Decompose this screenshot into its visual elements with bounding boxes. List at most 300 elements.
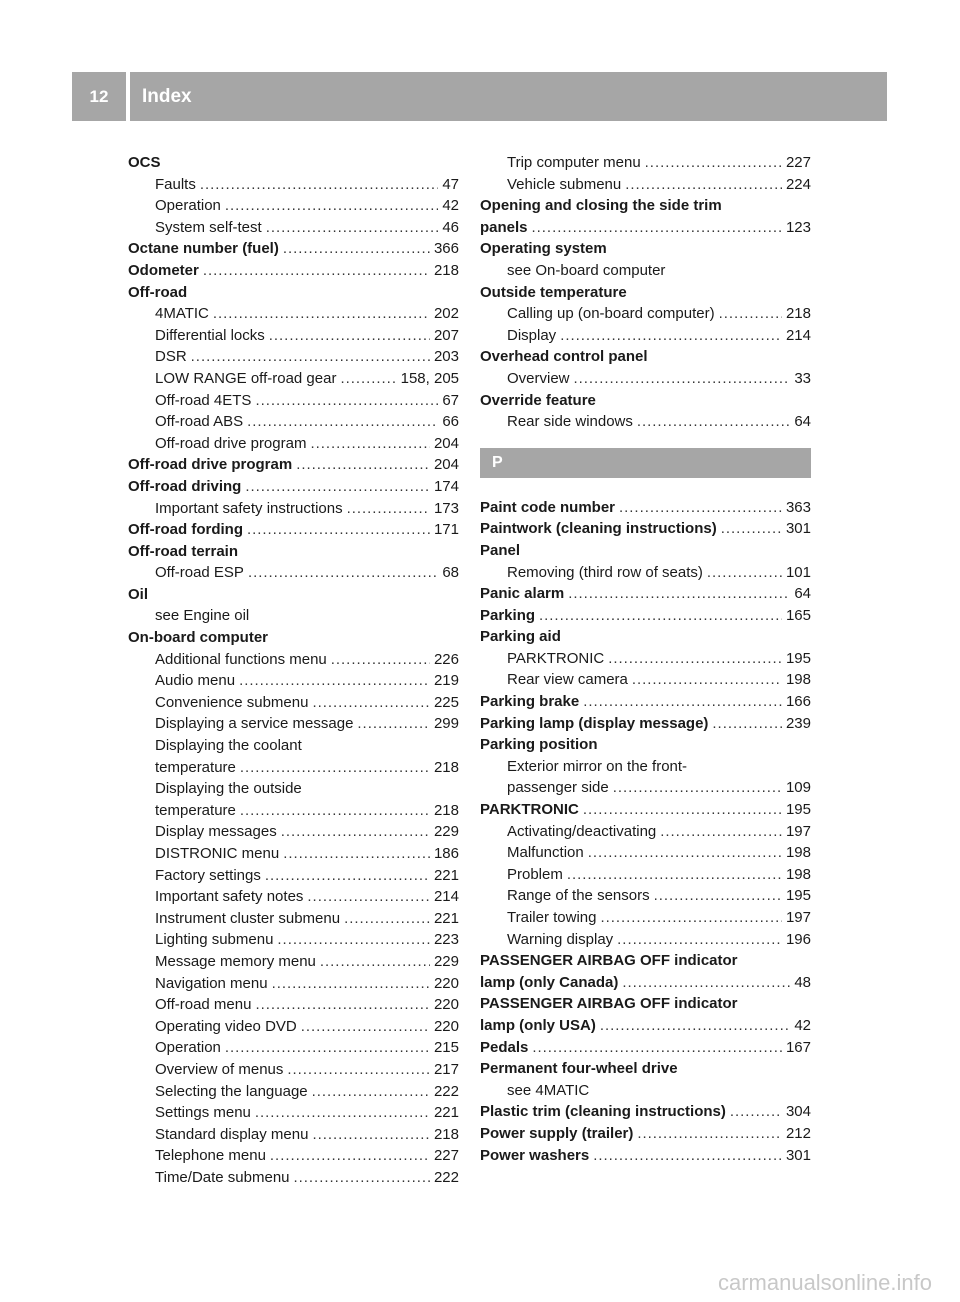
index-entry[interactable] bbox=[480, 691, 811, 713]
page-reference[interactable]: 218 bbox=[433, 801, 459, 819]
entry-term: Paint code number bbox=[480, 498, 616, 516]
page-reference[interactable]: 33 bbox=[794, 369, 811, 387]
index-subentry[interactable] bbox=[128, 886, 459, 908]
index-entry bbox=[480, 734, 811, 756]
page-reference[interactable]: 222 bbox=[433, 1168, 459, 1186]
index-subentry[interactable] bbox=[128, 174, 459, 196]
dot-leader bbox=[283, 238, 430, 260]
entry-term: Opening and closing the side trim bbox=[480, 197, 722, 215]
page-reference[interactable]: 239 bbox=[785, 714, 811, 732]
entry-term: lamp (only USA) bbox=[480, 1016, 596, 1034]
index-subentry[interactable] bbox=[480, 303, 811, 325]
dot-leader bbox=[240, 757, 430, 779]
entry-term: OCS bbox=[128, 154, 161, 171]
dot-leader bbox=[654, 885, 782, 907]
index-entry bbox=[128, 584, 459, 606]
entry-term: see 4MATIC bbox=[507, 1081, 590, 1099]
entry-term: Audio menu bbox=[155, 672, 236, 690]
entry-term: PASSENGER AIRBAG OFF indicator bbox=[480, 952, 738, 970]
page-reference[interactable]: 197 bbox=[785, 909, 811, 926]
dot-leader bbox=[269, 325, 430, 347]
index-entry[interactable] bbox=[480, 972, 811, 994]
index-subentry[interactable] bbox=[128, 865, 459, 887]
page-reference[interactable]: 301 bbox=[785, 520, 811, 538]
dot-leader bbox=[294, 1167, 430, 1189]
dot-leader bbox=[347, 498, 430, 520]
entry-term: Panel bbox=[480, 541, 521, 559]
entry-term: Display messages bbox=[155, 823, 277, 841]
page-reference[interactable]: 204 bbox=[433, 456, 459, 474]
index-entry[interactable] bbox=[128, 260, 459, 282]
page-reference[interactable]: 218 bbox=[433, 1125, 459, 1143]
page-reference[interactable]: 42 bbox=[794, 1016, 811, 1034]
index-entry bbox=[480, 390, 811, 412]
dot-leader bbox=[312, 1124, 430, 1146]
page-reference[interactable]: 218 bbox=[433, 758, 459, 776]
dot-leader bbox=[600, 907, 781, 929]
page-reference[interactable]: 301 bbox=[785, 1146, 811, 1164]
index-subentry[interactable] bbox=[128, 195, 459, 217]
page-reference[interactable]: 223 bbox=[433, 931, 459, 949]
entry-term: PARKTRONIC bbox=[480, 801, 579, 819]
dot-leader bbox=[532, 1037, 782, 1059]
index-entry[interactable] bbox=[480, 1123, 811, 1145]
index-subentry[interactable] bbox=[128, 325, 459, 347]
entry-term: Additional functions menu bbox=[155, 650, 327, 668]
dot-leader bbox=[730, 1101, 782, 1123]
page-reference[interactable]: 207 bbox=[433, 326, 459, 344]
index-subentry[interactable] bbox=[480, 821, 811, 843]
entry-term: Pedals bbox=[480, 1038, 529, 1056]
dot-leader bbox=[340, 368, 396, 390]
dot-leader bbox=[200, 174, 438, 196]
page-header bbox=[72, 72, 887, 121]
index-subentry[interactable] bbox=[128, 1145, 459, 1167]
dot-leader bbox=[225, 195, 438, 217]
dot-leader bbox=[613, 777, 782, 799]
entry-term: Calling up (on-board computer) bbox=[507, 305, 715, 323]
page-reference[interactable]: 198 bbox=[785, 844, 811, 862]
entry-term: Operation bbox=[155, 1039, 221, 1057]
entry-term: see On-board computer bbox=[507, 261, 666, 279]
index-subentry bbox=[480, 1080, 811, 1102]
entry-term: Off-road drive program bbox=[128, 456, 293, 474]
page-reference[interactable]: 220 bbox=[433, 996, 459, 1014]
dot-leader bbox=[213, 303, 430, 325]
entry-term: Factory settings bbox=[155, 866, 261, 884]
dot-leader bbox=[588, 842, 782, 864]
page-reference[interactable]: 166 bbox=[785, 693, 811, 711]
index-entry bbox=[480, 195, 811, 217]
entry-term: Overview of menus bbox=[155, 1060, 284, 1078]
dot-leader bbox=[283, 843, 430, 865]
entry-term: PARKTRONIC bbox=[507, 649, 605, 667]
dot-leader bbox=[600, 1015, 790, 1037]
index-entry[interactable] bbox=[480, 713, 811, 735]
page-reference[interactable]: 225 bbox=[433, 693, 459, 711]
dot-leader bbox=[532, 217, 782, 239]
entry-term: Panic alarm bbox=[480, 585, 565, 603]
entry-term: Selecting the language bbox=[155, 1082, 308, 1100]
index-subentry[interactable] bbox=[128, 649, 459, 671]
entry-term: Trip computer menu bbox=[507, 154, 641, 171]
dot-leader bbox=[539, 605, 782, 627]
dot-leader bbox=[568, 583, 790, 605]
dot-leader bbox=[296, 454, 430, 476]
dot-leader bbox=[583, 691, 782, 713]
entry-term: see Engine oil bbox=[155, 607, 250, 625]
page-reference[interactable]: 196 bbox=[785, 930, 811, 948]
dot-leader bbox=[247, 411, 438, 433]
index-column-right bbox=[480, 152, 811, 1166]
entry-term: Important safety notes bbox=[155, 888, 304, 906]
index-entry bbox=[480, 993, 811, 1015]
index-subentry[interactable] bbox=[128, 951, 459, 973]
dot-leader bbox=[583, 799, 782, 821]
page-reference[interactable]: 67 bbox=[442, 391, 459, 409]
index-subentry[interactable] bbox=[480, 929, 811, 951]
index-entry[interactable] bbox=[480, 605, 811, 627]
page-reference[interactable]: 221 bbox=[433, 1104, 459, 1122]
dot-leader bbox=[265, 865, 430, 887]
index-entry[interactable] bbox=[128, 519, 459, 541]
entry-term: Displaying the coolant bbox=[155, 737, 302, 755]
dot-leader bbox=[310, 433, 430, 455]
index-subentry[interactable] bbox=[128, 821, 459, 843]
page-reference[interactable]: 219 bbox=[433, 672, 459, 690]
page-reference[interactable]: 220 bbox=[433, 974, 459, 992]
index-subentry[interactable] bbox=[128, 1037, 459, 1059]
entry-term: Exterior mirror on the front- bbox=[507, 757, 688, 775]
entry-term: Overhead control panel bbox=[480, 348, 648, 366]
index-subentry[interactable] bbox=[480, 411, 811, 433]
dot-leader bbox=[287, 1059, 430, 1081]
index-entry bbox=[128, 627, 459, 649]
dot-leader bbox=[637, 411, 790, 433]
dot-leader bbox=[301, 1016, 430, 1038]
entry-term: Rear side windows bbox=[507, 413, 633, 431]
index-subentry[interactable] bbox=[128, 1016, 459, 1038]
index-subentry[interactable] bbox=[128, 800, 459, 822]
page-reference[interactable]: 220 bbox=[433, 1017, 459, 1035]
dot-leader bbox=[255, 1102, 430, 1124]
entry-term: Warning display bbox=[507, 930, 614, 948]
entry-term: Removing (third row of seats) bbox=[507, 563, 703, 581]
entry-term: Odometer bbox=[128, 261, 199, 279]
dot-leader bbox=[707, 562, 782, 584]
page-reference[interactable]: 203 bbox=[433, 348, 459, 366]
page-reference[interactable]: 226 bbox=[433, 650, 459, 668]
index-subentry[interactable] bbox=[480, 648, 811, 670]
index-entry bbox=[128, 541, 459, 563]
dot-leader bbox=[331, 649, 430, 671]
page-reference[interactable]: 229 bbox=[433, 952, 459, 970]
index-entry bbox=[480, 1058, 811, 1080]
index-subentry[interactable] bbox=[480, 669, 811, 691]
index-entry bbox=[480, 540, 811, 562]
entry-term: Overview bbox=[507, 369, 570, 387]
index-subentry bbox=[128, 605, 459, 627]
index-entry[interactable] bbox=[480, 583, 811, 605]
dot-leader bbox=[270, 1145, 430, 1167]
entry-term: Power washers bbox=[480, 1146, 590, 1164]
entry-term: Malfunction bbox=[507, 844, 584, 862]
index-subentry[interactable] bbox=[128, 670, 459, 692]
index-subentry[interactable] bbox=[128, 303, 459, 325]
page-reference[interactable]: 304 bbox=[785, 1103, 811, 1121]
index-subentry[interactable] bbox=[128, 843, 459, 865]
index-subentry[interactable] bbox=[480, 174, 811, 196]
page-reference[interactable]: 66 bbox=[442, 413, 459, 431]
entry-term: panels bbox=[480, 218, 528, 236]
dot-leader bbox=[307, 886, 430, 908]
page-reference[interactable]: 64 bbox=[794, 585, 811, 603]
entry-term: temperature bbox=[155, 801, 236, 819]
dot-leader bbox=[712, 713, 782, 735]
dot-leader bbox=[625, 174, 782, 196]
watermark: carmanualsonline.info bbox=[717, 1270, 932, 1295]
entry-term: Parking bbox=[480, 606, 536, 624]
page-reference[interactable]: 227 bbox=[785, 154, 811, 171]
index-subentry[interactable] bbox=[480, 152, 811, 174]
dot-leader bbox=[247, 519, 430, 541]
page-reference[interactable]: 366 bbox=[433, 240, 459, 258]
page-reference[interactable]: 64 bbox=[794, 413, 811, 431]
entry-term: Rear view camera bbox=[507, 671, 628, 689]
index-entry[interactable] bbox=[480, 1037, 811, 1059]
index-entry[interactable] bbox=[128, 476, 459, 498]
index-entry[interactable] bbox=[480, 518, 811, 540]
page-reference[interactable]: 158, 205 bbox=[400, 369, 459, 387]
index-subentry[interactable] bbox=[128, 994, 459, 1016]
index-subentry[interactable] bbox=[480, 368, 811, 390]
entry-term: Display bbox=[507, 326, 557, 344]
page-reference[interactable]: 215 bbox=[433, 1039, 459, 1057]
page-reference[interactable]: 204 bbox=[433, 434, 459, 452]
entry-term: Instrument cluster submenu bbox=[155, 909, 341, 927]
entry-term: Operating video DVD bbox=[155, 1017, 297, 1035]
index-subentry[interactable] bbox=[480, 562, 811, 584]
page-reference[interactable]: 222 bbox=[433, 1082, 459, 1100]
entry-term: Standard display menu bbox=[155, 1125, 309, 1143]
page-reference[interactable]: 197 bbox=[785, 822, 811, 840]
entry-term: Settings menu bbox=[155, 1104, 251, 1122]
entry-term: temperature bbox=[155, 758, 236, 776]
index-subentry[interactable] bbox=[480, 885, 811, 907]
entry-term: Lighting submenu bbox=[155, 931, 274, 949]
dot-leader bbox=[240, 800, 430, 822]
entry-term: Activating/deactivating bbox=[507, 822, 657, 840]
page-reference[interactable]: 109 bbox=[785, 779, 811, 797]
page-reference[interactable]: 174 bbox=[433, 477, 459, 495]
index-entry[interactable] bbox=[480, 1145, 811, 1167]
index-entry[interactable] bbox=[128, 238, 459, 260]
index-subentry[interactable] bbox=[128, 1059, 459, 1081]
page-reference[interactable]: 198 bbox=[785, 671, 811, 689]
entry-term: Time/Date submenu bbox=[155, 1168, 290, 1186]
entry-term: passenger side bbox=[507, 779, 609, 797]
page-reference[interactable]: 195 bbox=[785, 801, 811, 819]
index-subentry[interactable] bbox=[128, 757, 459, 779]
page-reference[interactable]: 224 bbox=[785, 175, 811, 193]
dot-leader bbox=[255, 994, 430, 1016]
index-subentry[interactable] bbox=[128, 368, 459, 390]
entry-term: Operation bbox=[155, 197, 221, 215]
page-reference[interactable]: 167 bbox=[785, 1038, 811, 1056]
entry-term: Displaying a service message bbox=[155, 715, 354, 733]
index-subentry[interactable] bbox=[128, 1081, 459, 1103]
index-subentry[interactable] bbox=[128, 1124, 459, 1146]
entry-term: Octane number (fuel) bbox=[128, 240, 279, 258]
entry-term: Off-road ABS bbox=[155, 413, 244, 431]
page-reference[interactable]: 195 bbox=[785, 887, 811, 905]
index-entry bbox=[480, 950, 811, 972]
page-reference[interactable]: 186 bbox=[433, 845, 459, 862]
entry-term: Off-road driving bbox=[128, 477, 242, 495]
dot-leader bbox=[567, 864, 782, 886]
entry-term: Range of the sensors bbox=[507, 887, 650, 905]
entry-term: Displaying the outside bbox=[155, 780, 302, 798]
index-subentry bbox=[480, 756, 811, 778]
entry-term: PASSENGER AIRBAG OFF indicator bbox=[480, 995, 738, 1013]
dot-leader bbox=[574, 368, 791, 390]
header-divider bbox=[126, 72, 130, 121]
index-subentry[interactable] bbox=[480, 325, 811, 347]
index-entry[interactable] bbox=[480, 1015, 811, 1037]
index-entry[interactable] bbox=[480, 217, 811, 239]
entry-term: Off-road menu bbox=[155, 996, 252, 1014]
index-subentry[interactable] bbox=[128, 1102, 459, 1124]
page-reference[interactable]: 221 bbox=[433, 909, 459, 927]
index-entry[interactable] bbox=[128, 454, 459, 476]
index-subentry bbox=[480, 260, 811, 282]
index-subentry[interactable] bbox=[128, 390, 459, 412]
page-reference[interactable]: 165 bbox=[785, 606, 811, 624]
index-subentry[interactable] bbox=[480, 777, 811, 799]
index-entry bbox=[128, 152, 459, 174]
entry-term: Trailer towing bbox=[507, 909, 597, 926]
index-subentry[interactable] bbox=[480, 907, 811, 929]
index-subentry[interactable] bbox=[128, 973, 459, 995]
page-reference[interactable]: 227 bbox=[433, 1147, 459, 1165]
page-reference[interactable]: 101 bbox=[785, 563, 811, 581]
entry-term: Off-road terrain bbox=[128, 542, 239, 560]
index-entry[interactable] bbox=[480, 799, 811, 821]
index-entry bbox=[480, 282, 811, 304]
index-subentry[interactable] bbox=[128, 498, 459, 520]
entry-term: Off-road 4ETS bbox=[155, 391, 252, 409]
page-reference[interactable]: 198 bbox=[785, 865, 811, 883]
page-reference[interactable]: 218 bbox=[433, 261, 459, 279]
index-subentry bbox=[128, 735, 459, 757]
dot-leader bbox=[721, 518, 782, 540]
index-subentry[interactable] bbox=[128, 1167, 459, 1189]
dot-leader bbox=[266, 217, 439, 239]
index-subentry[interactable] bbox=[128, 692, 459, 714]
index-subentry[interactable] bbox=[128, 562, 459, 584]
dot-leader bbox=[312, 692, 430, 714]
dot-leader bbox=[608, 648, 782, 670]
index-subentry[interactable] bbox=[480, 864, 811, 886]
index-subentry[interactable] bbox=[128, 929, 459, 951]
page-reference[interactable]: 46 bbox=[442, 218, 459, 236]
entry-term: Convenience submenu bbox=[155, 693, 309, 711]
entry-term: Outside temperature bbox=[480, 283, 627, 301]
entry-term: Navigation menu bbox=[155, 974, 268, 992]
index-subentry[interactable] bbox=[128, 346, 459, 368]
page-reference[interactable]: 212 bbox=[785, 1124, 811, 1142]
entry-term: lamp (only Canada) bbox=[480, 973, 619, 991]
dot-leader bbox=[191, 346, 430, 368]
dot-leader bbox=[344, 908, 430, 930]
page-reference[interactable]: 123 bbox=[785, 218, 811, 236]
dot-leader bbox=[593, 1145, 782, 1167]
page-reference[interactable]: 221 bbox=[433, 866, 459, 884]
page-reference[interactable]: 229 bbox=[433, 823, 459, 841]
index-subentry[interactable] bbox=[128, 433, 459, 455]
page-reference[interactable]: 173 bbox=[433, 499, 459, 517]
dot-leader bbox=[645, 152, 782, 174]
entry-term: Message memory menu bbox=[155, 952, 316, 970]
index-subentry[interactable] bbox=[128, 713, 459, 735]
index-entry[interactable] bbox=[480, 497, 811, 519]
page-reference[interactable]: 42 bbox=[442, 197, 459, 215]
dot-leader bbox=[225, 1037, 430, 1059]
index-subentry bbox=[128, 778, 459, 800]
entry-term: Oil bbox=[128, 585, 149, 603]
index-letter-heading: P bbox=[480, 448, 811, 478]
page-number: 12 bbox=[89, 86, 109, 106]
index-subentry[interactable] bbox=[128, 411, 459, 433]
dot-leader bbox=[560, 325, 782, 347]
entry-term: Important safety instructions bbox=[155, 499, 343, 517]
index-entry[interactable] bbox=[480, 1101, 811, 1123]
dot-leader bbox=[277, 929, 430, 951]
page-reference[interactable]: 214 bbox=[785, 326, 811, 344]
dot-leader bbox=[617, 929, 782, 951]
dot-leader bbox=[239, 670, 430, 692]
page-title: Index bbox=[142, 86, 192, 107]
entry-term: Vehicle submenu bbox=[507, 175, 622, 193]
page-reference[interactable]: 171 bbox=[433, 521, 459, 539]
entry-term: Off-road bbox=[128, 283, 188, 301]
page-reference[interactable]: 195 bbox=[785, 649, 811, 667]
entry-term: Parking lamp (display message) bbox=[480, 714, 709, 732]
index-entry bbox=[128, 282, 459, 304]
dot-leader bbox=[357, 713, 430, 735]
page-reference[interactable]: 68 bbox=[442, 564, 459, 582]
page-reference[interactable]: 202 bbox=[433, 305, 459, 323]
dot-leader bbox=[255, 390, 438, 412]
dot-leader bbox=[632, 669, 782, 691]
page-reference[interactable]: 214 bbox=[433, 888, 459, 906]
page-reference[interactable]: 47 bbox=[442, 175, 459, 193]
index-subentry[interactable] bbox=[128, 217, 459, 239]
index-subentry[interactable] bbox=[480, 842, 811, 864]
page-reference[interactable]: 48 bbox=[794, 973, 811, 991]
page-reference[interactable]: 217 bbox=[433, 1060, 459, 1078]
entry-term: DSR bbox=[155, 348, 187, 366]
index-entry bbox=[480, 346, 811, 368]
page-reference[interactable]: 363 bbox=[785, 498, 811, 516]
page-reference[interactable]: 299 bbox=[433, 715, 459, 733]
entry-term: Paintwork (cleaning instructions) bbox=[480, 520, 717, 538]
index-column-left bbox=[128, 152, 459, 1189]
page-reference[interactable]: 218 bbox=[785, 305, 811, 323]
index-subentry[interactable] bbox=[128, 908, 459, 930]
entry-term: Problem bbox=[507, 865, 563, 883]
dot-leader bbox=[272, 973, 430, 995]
